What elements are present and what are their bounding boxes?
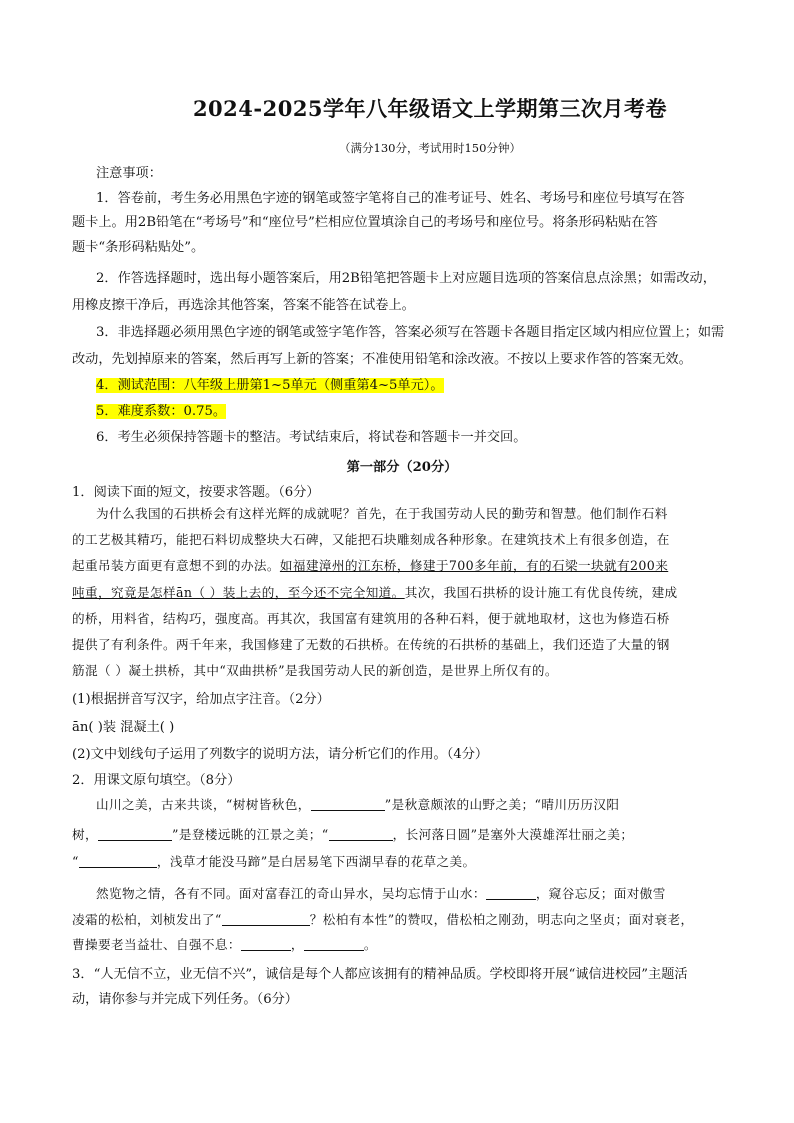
notice-item-1: 1．答卷前，考生务必用黑色字迹的钢笔或签字笔将自己的准考证号、姓名、考场号和座位号填写在答 <box>96 191 685 206</box>
q2-line-3-a: “ <box>72 854 79 869</box>
notice-item-1-cont: 题卡上。用2B铅笔在“考场号”和“座位号”栏相应位置填涂自己的考场号和座位号。将条形码粘贴在答 <box>72 215 658 230</box>
q1-passage-line-3-a: 起重吊装方面更有意想不到的办法。 <box>72 558 280 573</box>
notice-item-3-cont: 改动，先划掉原来的答案，然后再写上新的答案；不准使用铅笔和涂改液。不按以上要求作答的答案无效。 <box>72 352 692 367</box>
q2-line-3 <box>72 853 732 871</box>
q2-line-1-a: 山川之美，古来共谈，“树树皆秋色， <box>96 797 311 812</box>
q2-stem: 2．用课文原句填空。（8分） <box>72 773 241 788</box>
q2-blank-8[interactable] <box>304 937 364 951</box>
notice-item-2: 2．作答选择题时，选出每小题答案后，用2B铅笔把答题卡上对应题目选项的答案信息点涂黑；如需改动， <box>96 271 716 286</box>
q2-line-2-c: ，长河落日圆”是塞外大漠雄浑壮丽之美； <box>392 827 634 842</box>
notice-heading: 注意事项： <box>96 166 162 181</box>
q1-sub-question-1-answer-line[interactable]: ān( )装 混凝土( ) <box>72 720 175 735</box>
q1-stem: 1．阅读下面的短文，按要求答题。（6分） <box>72 485 320 500</box>
notice-item-4 <box>96 377 732 395</box>
q1-passage-line-7: 筋混（ ）凝土拱桥，其中“双曲拱桥”是我国劳动人民的新创造，是世界上所仅有的。 <box>72 663 558 678</box>
exam-subtitle: （满分130分，考试用时150分钟） <box>339 141 521 155</box>
q2-blank-1[interactable] <box>311 797 385 811</box>
notice-item-2-cont: 用橡皮擦干净后，再选涂其他答案，答案不能答在试卷上。 <box>72 298 415 313</box>
q2-blank-5[interactable] <box>486 886 536 900</box>
q3-stem-cont: 动，请你参与并完成下列任务。（6分） <box>72 992 298 1007</box>
q1-passage-line-6: 提供了有利条件。两千年来，我国修建了无数的石拱桥。在传统的石拱桥的基础上，我们还造了大量的钢 <box>72 637 670 652</box>
q2-line-5 <box>72 911 732 929</box>
q1-passage-line-4-b: 其次，我国石拱桥的设计施工有优良传统，建成 <box>404 585 678 600</box>
q1-sub-question-1: (1)根据拼音写汉字，给加点字注音。（2分） <box>72 692 330 707</box>
q1-sub-question-2: (2)文中划线句子运用了列数字的说明方法，请分析它们的作用。（4分） <box>72 747 489 762</box>
q2-line-2-a: 树， <box>72 827 98 842</box>
q2-line-6-b: ， <box>290 937 304 952</box>
q1-passage-line-3 <box>72 557 732 575</box>
q2-line-6 <box>72 936 732 954</box>
q3-stem: 3．“人无信不立，业无信不兴”，诚信是每个人都应该拥有的精神品质。学校即将开展“诚信进校园”主题活 <box>72 967 688 982</box>
q1-passage-line-4 <box>72 584 732 602</box>
part1-heading: 第一部分（20分） <box>346 460 458 475</box>
q2-line-2 <box>72 826 732 844</box>
q2-line-5-a: 凌霜的松柏，刘桢发出了“ <box>72 912 222 927</box>
q2-blank-3[interactable] <box>329 827 393 841</box>
q2-line-1 <box>96 796 732 814</box>
q1-passage-line-1: 为什么我国的石拱桥会有这样光辉的成就呢？首先，在于我国劳动人民的勤劳和智慧。他们制作石料 <box>96 506 668 521</box>
q1-underlined-sentence-cont: 吨重，究竟是怎样ān（ ）装上去的，至今还不完全知道。 <box>72 585 405 600</box>
q2-blank-6[interactable] <box>222 912 310 926</box>
notice-item-1-cont2: 题卡“条形码粘贴处”。 <box>72 240 205 255</box>
q1-passage-line-2: 的工艺极其精巧，能把石料切成整块大石碑，又能把石块雕刻成各种形象。在建筑技术上有很多创造，在 <box>72 532 670 547</box>
q2-line-3-b: ，浅草才能没马蹄”是白居易笔下西湖早春的花草之美。 <box>156 854 476 869</box>
q2-blank-4[interactable] <box>79 854 157 868</box>
notice-item-5-text: 5．难度系数：0.75。 <box>96 404 227 419</box>
q2-line-4 <box>96 885 732 903</box>
q1-passage-line-5: 的桥，用料省，结构巧，强度高。再其次，我国富有建筑用的各种石料，便于就地取材，这也为修造石桥 <box>72 611 670 626</box>
q2-line-5-b: ？松柏有本性”的赞叹，借松柏之刚劲，明志向之坚贞；面对衰老， <box>309 912 694 927</box>
notice-item-6: 6．考生必须保持答题卡的整洁。考试结束后，将试卷和答题卡一并交回。 <box>96 430 527 445</box>
notice-item-4-text: 4．测试范围：八年级上册第1~5单元（侧重第4~5单元）。 <box>96 378 444 393</box>
q2-line-4-b: ，窥谷忘反；面对傲雪 <box>535 886 666 901</box>
q2-line-6-a: 曹操要老当益壮、自强不息： <box>72 937 241 952</box>
notice-item-5 <box>96 403 732 421</box>
notice-item-3: 3．非选择题必须用黑色字迹的钢笔或签字笔作答，答案必须写在答题卡各题目指定区域内相应位置上；如需 <box>96 325 725 340</box>
exam-title: 2024-2025学年八年级语文上学期第三次月考卷 <box>192 96 668 121</box>
q2-line-1-b: ”是秋意颇浓的山野之美；“晴川历历汉阳 <box>384 797 620 812</box>
q2-line-6-c: 。 <box>363 937 377 952</box>
q2-line-4-a: 然览物之情，各有不同。面对富春江的奇山异水，吴均忘情于山水： <box>96 886 486 901</box>
q2-blank-2[interactable] <box>98 827 172 841</box>
q1-underlined-sentence: 如福建漳州的江东桥，修建于700多年前，有的石梁一块就有200来 <box>279 558 669 573</box>
q2-blank-7[interactable] <box>241 937 291 951</box>
q2-line-2-b: ”是登楼远眺的江景之美；“ <box>172 827 329 842</box>
